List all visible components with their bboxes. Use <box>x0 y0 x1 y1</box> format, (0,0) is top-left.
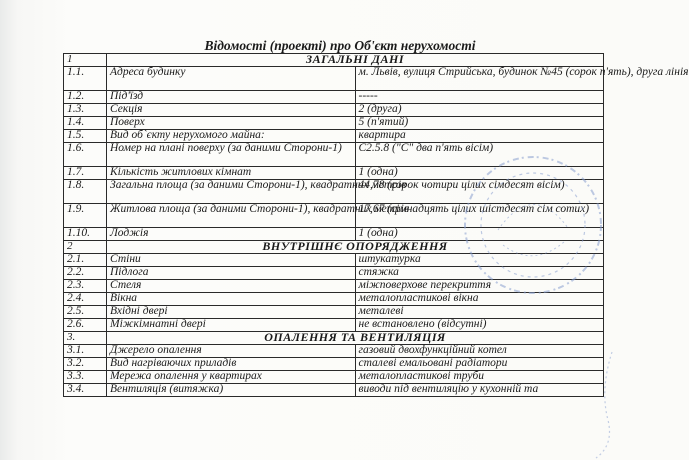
row-number: 1.9. <box>64 204 107 228</box>
row-parameter: Мережа опалення у квартирах <box>107 371 356 384</box>
row-parameter: Вхідні двері <box>107 306 356 319</box>
table-row <box>64 345 604 358</box>
property-info-table <box>63 52 689 397</box>
row-number: 2.4. <box>64 293 107 306</box>
row-value: сталеві емальовані радіатори <box>355 358 604 371</box>
row-number: 1.7. <box>64 167 107 180</box>
row-value: 5 (п'ятий) <box>355 117 604 130</box>
row-value: не встановлено (відсутні) <box>355 319 604 332</box>
row-number: 1.3. <box>64 104 107 117</box>
row-number: 2 <box>64 241 107 254</box>
row-parameter: Кількість житлових кімнат <box>107 167 356 180</box>
table-row <box>64 204 604 228</box>
row-number: 2.1. <box>64 254 107 267</box>
row-number: 1.5. <box>64 130 107 143</box>
row-value: ----- <box>355 91 604 104</box>
row-number: 1.1. <box>64 67 107 91</box>
row-parameter: Стіни <box>107 254 356 267</box>
section-title: ОПАЛЕННЯ ТА ВЕНТИЛЯЦІЯ <box>107 332 604 345</box>
row-value: м. Львів, вулиця Стрийська, будинок №45 (сорок п'ять), друга лінія <box>355 67 604 91</box>
row-number: 3. <box>64 332 107 345</box>
table-row <box>64 358 604 371</box>
row-parameter: Поверх <box>107 117 356 130</box>
row-parameter: Адреса будинку <box>107 67 356 91</box>
row-number: 2.5. <box>64 306 107 319</box>
row-parameter: Вікна <box>107 293 356 306</box>
row-value: 44,78 (сорок чотири цілих сімдесят вісім) <box>355 180 604 204</box>
table-row <box>64 67 604 91</box>
section-title: ЗАГАЛЬНІ ДАНІ <box>107 54 604 67</box>
row-value: газовий двохфункційний котел <box>355 345 604 358</box>
row-parameter: Джерело опалення <box>107 345 356 358</box>
row-value: виводи під вентиляцію у кухонній та <box>355 384 604 397</box>
row-number: 1.4. <box>64 117 107 130</box>
table-row <box>64 267 604 280</box>
row-value: металопластикові труби <box>355 371 604 384</box>
row-value: 17,67 (сімнадцять цілих шістдесят сім сотих) <box>355 204 604 228</box>
section-row <box>64 54 604 67</box>
table-row <box>64 371 604 384</box>
table-row <box>64 167 604 180</box>
row-parameter: Секція <box>107 104 356 117</box>
row-value: штукатурка <box>355 254 604 267</box>
table-row <box>64 254 604 267</box>
section-row <box>64 332 604 345</box>
row-parameter: Підлога <box>107 267 356 280</box>
row-value: стяжка <box>355 267 604 280</box>
row-parameter: Лоджія <box>107 228 356 241</box>
row-value: міжповерхове перекриття <box>355 280 604 293</box>
row-number: 3.1. <box>64 345 107 358</box>
row-value: 1 (одна) <box>355 167 604 180</box>
row-number: 1.2. <box>64 91 107 104</box>
row-number: 2.2. <box>64 267 107 280</box>
table-row <box>64 143 604 167</box>
row-number: 1 <box>64 54 107 67</box>
row-number: 3.3. <box>64 371 107 384</box>
row-value: 2 (друга) <box>355 104 604 117</box>
row-number: 2.6. <box>64 319 107 332</box>
row-number: 1.6. <box>64 143 107 167</box>
row-parameter: Стеля <box>107 280 356 293</box>
table-row <box>64 280 604 293</box>
row-number: 1.8. <box>64 180 107 204</box>
row-value: С2.5.8 ("С" два п'ять вісім) <box>355 143 604 167</box>
table-row <box>64 384 604 397</box>
row-parameter: Вид нагріваючих приладів <box>107 358 356 371</box>
row-number: 2.3. <box>64 280 107 293</box>
section-title: ВНУТРІШНЄ ОПОРЯДЖЕННЯ <box>107 241 604 254</box>
table-row <box>64 104 604 117</box>
table-row <box>64 306 604 319</box>
row-number: 1.10. <box>64 228 107 241</box>
table-row <box>64 91 604 104</box>
table-row <box>64 117 604 130</box>
table-row <box>64 293 604 306</box>
row-value: металеві <box>355 306 604 319</box>
row-parameter: Міжкімнатні двері <box>107 319 356 332</box>
row-parameter: Вентиляція (витяжка) <box>107 384 356 397</box>
row-parameter: Загальна площа (за даними Сторони-1), квадратних метрів <box>107 180 356 204</box>
row-parameter: Під'їзд <box>107 91 356 104</box>
row-value: квартира <box>355 130 604 143</box>
row-parameter: Номер на плані поверху (за даними Сторони-1) <box>107 143 356 167</box>
table-row <box>64 180 604 204</box>
row-number: 3.4. <box>64 384 107 397</box>
row-number: 3.2. <box>64 358 107 371</box>
document-title: Відомості (проекті) про Об'єкт нерухомості <box>204 38 476 53</box>
table-row <box>64 130 604 143</box>
row-value: металопластикові вікна <box>355 293 604 306</box>
section-row <box>64 241 604 254</box>
row-parameter: Житлова площа (за даними Сторони-1), квадратних метрів <box>107 204 356 228</box>
row-value: 1 (одна) <box>355 228 604 241</box>
row-parameter: Вид об`єкту нерухомого майна: <box>107 130 356 143</box>
